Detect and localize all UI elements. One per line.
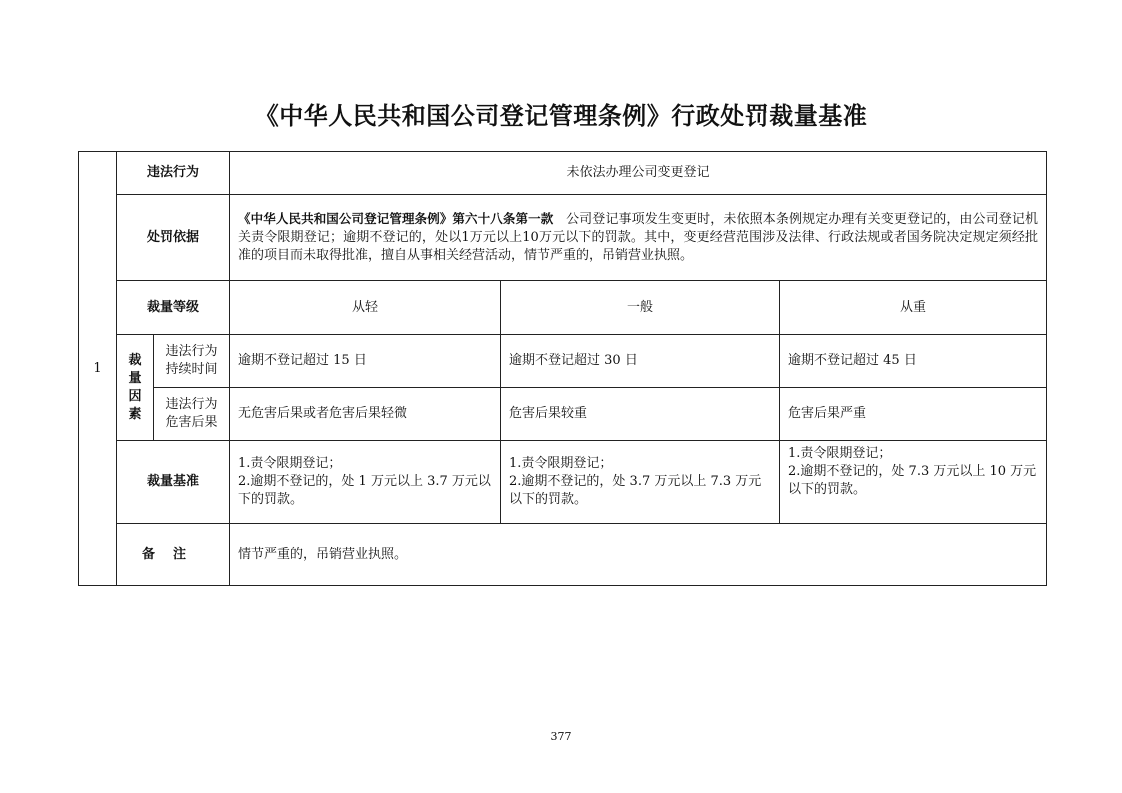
standard-label: 裁量基准 <box>117 441 230 524</box>
factors-label-char: 量 <box>128 370 142 386</box>
table-row-levels <box>79 281 1047 335</box>
basis-value <box>230 195 1047 281</box>
consequence-label-line2: 危害后果 <box>165 415 218 430</box>
standard-light <box>230 441 501 524</box>
level-severe: 从重 <box>780 281 1047 335</box>
table-row-standard <box>79 441 1047 524</box>
table-row-duration <box>79 335 1047 388</box>
consequence-severe: 危害后果严重 <box>780 388 1047 441</box>
duration-label-line1: 违法行为 <box>165 344 218 359</box>
table-row-basis <box>79 195 1047 281</box>
standard-light-line2: 2.逾期不登记的，处 1 万元以上 3.7 万元以下的罚款。 <box>238 474 491 507</box>
remarks-label: 备注 <box>117 524 230 586</box>
levels-label: 裁量等级 <box>117 281 230 335</box>
factors-label-char: 裁 <box>128 352 142 368</box>
standard-light-line1: 1.责令限期登记； <box>238 456 342 471</box>
duration-label-line2: 持续时间 <box>165 362 218 377</box>
row-number-cell: 1 <box>79 152 117 586</box>
factors-label-char: 因 <box>128 388 142 404</box>
violation-value: 未依法办理公司变更登记 <box>230 152 1047 195</box>
consequence-normal: 危害后果较重 <box>501 388 780 441</box>
penalty-standard-table <box>78 151 1047 586</box>
standard-severe <box>780 441 1047 524</box>
factors-label-char: 素 <box>128 406 142 422</box>
standard-severe-line1: 1.责令限期登记； <box>788 446 892 461</box>
violation-label: 违法行为 <box>117 152 230 195</box>
basis-label: 处罚依据 <box>117 195 230 281</box>
basis-text: 公司登记事项发生变更时，未依照本条例规定办理有关变更登记的，由公司登记机关责令限期登记；逾期不登记的，处以1万元以上10万元以下的罚款。其中，变更经营范围涉及法律、行政法规或者国务院决定规定须经批准的项目而未取得批准，擅自从事相关经营活动，情节严重的，吊销营业执照。 <box>238 212 1039 263</box>
table-row-violation <box>79 152 1047 195</box>
consequence-light: 无危害后果或者危害后果轻微 <box>230 388 501 441</box>
page-number: 377 <box>550 730 572 743</box>
consequence-label <box>154 388 230 441</box>
standard-normal-line2: 2.逾期不登记的，处 3.7 万元以上 7.3 万元以下的罚款。 <box>509 474 762 507</box>
document-title: 《中华人民共和国公司登记管理条例》行政处罚裁量基准 <box>254 101 868 130</box>
duration-light: 逾期不登记超过 15 日 <box>230 335 501 388</box>
table-row-consequence <box>79 388 1047 441</box>
table-row-remarks <box>79 524 1047 586</box>
duration-normal: 逾期不登记超过 30 日 <box>501 335 780 388</box>
standard-severe-line2: 2.逾期不登记的，处 7.3 万元以上 10 万元以下的罚款。 <box>788 464 1037 497</box>
duration-label <box>154 335 230 388</box>
standard-normal <box>501 441 780 524</box>
level-normal: 一般 <box>501 281 780 335</box>
duration-severe: 逾期不登记超过 45 日 <box>780 335 1047 388</box>
factors-label <box>117 335 154 441</box>
remarks-value: 情节严重的，吊销营业执照。 <box>230 524 1047 586</box>
standard-normal-line1: 1.责令限期登记； <box>509 456 613 471</box>
level-light: 从轻 <box>230 281 501 335</box>
basis-law-reference: 《中华人民共和国公司登记管理条例》第六十八条第一款 <box>238 211 554 226</box>
consequence-label-line1: 违法行为 <box>165 397 218 412</box>
